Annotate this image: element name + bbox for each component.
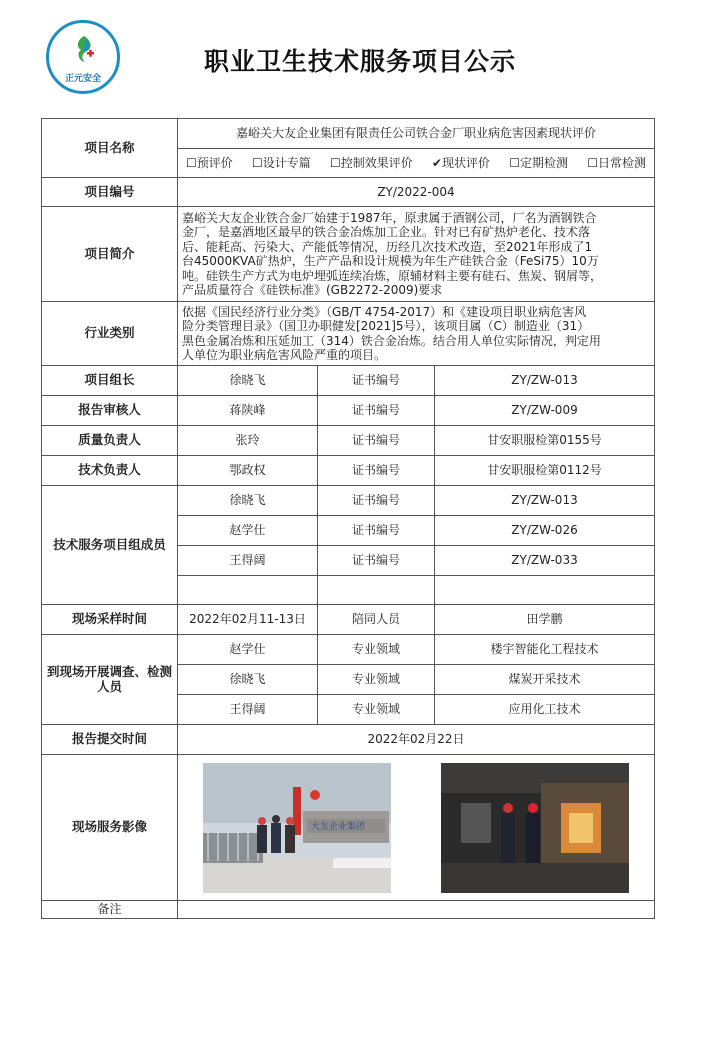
staff-role: 报告审核人 bbox=[42, 396, 178, 426]
staff-cert: ZY/ZW-013 bbox=[435, 366, 655, 396]
entrance-sign-text: 大友企业集团 bbox=[311, 821, 366, 832]
sampling-row bbox=[42, 605, 655, 635]
intro-label: 项目简介 bbox=[42, 207, 178, 302]
onsite-field: 煤炭开采技术 bbox=[435, 665, 655, 695]
staff-role: 质量负责人 bbox=[42, 426, 178, 456]
images-label: 现场服务影像 bbox=[42, 755, 178, 901]
accompany-person: 田学鹏 bbox=[435, 605, 655, 635]
option-periodic-test: ☐定期检测 bbox=[509, 155, 568, 170]
evaluation-type-options bbox=[182, 156, 650, 171]
field-label: 专业领域 bbox=[318, 665, 435, 695]
option-pre-evaluation: ☐预评价 bbox=[186, 155, 233, 170]
cert-label: 证书编号 bbox=[318, 546, 435, 576]
industry-line: 依据《国民经济行业分类》（GB/T 4754-2017）和《建设项目职业病危害风 bbox=[182, 304, 587, 319]
staff-row bbox=[42, 456, 655, 486]
cert-label: 证书编号 bbox=[318, 486, 435, 516]
project-name-value: 嘉峪关大友企业集团有限责任公司铁合金厂职业病危害因素现状评价 bbox=[178, 119, 655, 149]
project-no-value: ZY/2022-004 bbox=[178, 178, 655, 207]
onsite-label: 到现场开展调查、检测人员 bbox=[42, 635, 178, 725]
project-no-label: 项目编号 bbox=[42, 178, 178, 207]
remarks-row bbox=[42, 901, 655, 919]
site-photo-furnace bbox=[441, 763, 629, 893]
industry-line: 险分类管理目录》（国卫办职健发[2021]5号），该项目属（C）制造业（31） bbox=[182, 319, 590, 333]
team-member-name: 赵学仕 bbox=[178, 516, 318, 546]
staff-row bbox=[42, 366, 655, 396]
site-photo-entrance bbox=[203, 763, 391, 893]
industry-line: 黑色金属冶炼和压延加工（314）铁合金冶炼。结合用人单位实际情况，判定用 bbox=[182, 333, 601, 348]
sampling-date: 2022年02月11-13日 bbox=[178, 605, 318, 635]
staff-cert: 甘安职服检第0155号 bbox=[435, 426, 655, 456]
page-title: 职业卫生技术服务项目公示 bbox=[203, 47, 516, 76]
remarks-label: 备注 bbox=[42, 901, 178, 919]
intro-line: 台45000KVA矿热炉，生产产品和设计规模为年生产硅铁合金（FeSi75）10万 bbox=[182, 254, 599, 268]
staff-row bbox=[42, 396, 655, 426]
images-row bbox=[42, 755, 655, 901]
report-date: 2022年02月22日 bbox=[178, 725, 655, 755]
field-label: 专业领域 bbox=[318, 695, 435, 725]
onsite-row bbox=[42, 635, 655, 665]
project-no-row bbox=[42, 178, 655, 207]
staff-cert: ZY/ZW-009 bbox=[435, 396, 655, 426]
option-current-status: ✔现状评价 bbox=[431, 155, 491, 170]
project-name-row bbox=[42, 119, 655, 149]
intro-line: 嘉峪关大友企业铁合金厂始建于1987年，原隶属于酒钢公司，厂名为酒钢铁合 bbox=[182, 210, 597, 225]
onsite-name: 王得阔 bbox=[178, 695, 318, 725]
intro-line: 后、能耗高、污染大、产能低等情况，历经几次技术改造，至2021年形成了1 bbox=[182, 239, 593, 254]
project-table bbox=[41, 118, 655, 919]
option-control-effect: ☐控制效果评价 bbox=[329, 155, 413, 170]
intro-row bbox=[42, 207, 655, 302]
team-member-cert: ZY/ZW-013 bbox=[435, 486, 655, 516]
logo-text: 正元安全 bbox=[64, 74, 101, 84]
cert-label: 证书编号 bbox=[318, 516, 435, 546]
cert-label: 证书编号 bbox=[318, 426, 435, 456]
report-label: 报告提交时间 bbox=[42, 725, 178, 755]
team-member-cert: ZY/ZW-033 bbox=[435, 546, 655, 576]
onsite-name: 赵学仕 bbox=[178, 635, 318, 665]
team-label: 技术服务项目组成员 bbox=[42, 486, 178, 605]
team-row bbox=[42, 486, 655, 516]
intro-text bbox=[178, 207, 655, 302]
project-name-label: 项目名称 bbox=[42, 119, 178, 178]
staff-name: 徐晓飞 bbox=[178, 366, 318, 396]
staff-name: 张玲 bbox=[178, 426, 318, 456]
option-daily-test: ☐日常检测 bbox=[587, 155, 646, 170]
onsite-field: 应用化工技术 bbox=[435, 695, 655, 725]
industry-row bbox=[42, 302, 655, 366]
accompany-label: 陪同人员 bbox=[318, 605, 435, 635]
cert-label: 证书编号 bbox=[318, 396, 435, 426]
onsite-field: 楼宇智能化工程技术 bbox=[435, 635, 655, 665]
cert-label: 证书编号 bbox=[318, 366, 435, 396]
team-member-name: 王得阔 bbox=[178, 546, 318, 576]
sampling-label: 现场采样时间 bbox=[42, 605, 178, 635]
report-row bbox=[42, 725, 655, 755]
cert-label: 证书编号 bbox=[318, 456, 435, 486]
industry-label: 行业类别 bbox=[42, 302, 178, 366]
team-member-cert: ZY/ZW-026 bbox=[435, 516, 655, 546]
staff-row bbox=[42, 426, 655, 456]
staff-role: 技术负责人 bbox=[42, 456, 178, 486]
staff-name: 蒋陕峰 bbox=[178, 396, 318, 426]
intro-line: 吨。硅铁生产方式为电炉埋弧连续冶炼，原辅材料主要有硅石、焦炭、钢屑等， bbox=[182, 268, 603, 283]
staff-name: 鄂政权 bbox=[178, 456, 318, 486]
remarks-value bbox=[178, 901, 655, 919]
industry-line: 人单位为职业病危害风险严重的项目。 bbox=[182, 348, 387, 362]
intro-line: 金厂，是嘉酒地区最早的铁合金冶炼加工企业。针对已有矿热炉老化、技术落 bbox=[182, 225, 591, 239]
option-design-chapter: ☐设计专篇 bbox=[251, 155, 311, 170]
field-label: 专业领域 bbox=[318, 635, 435, 665]
onsite-name: 徐晓飞 bbox=[178, 665, 318, 695]
industry-text bbox=[178, 302, 655, 366]
staff-role: 项目组长 bbox=[42, 366, 178, 396]
intro-line: 产品质量符合《硅铁标准》(GB2272-2009)要求 bbox=[182, 283, 443, 297]
team-member-name: 徐晓飞 bbox=[178, 486, 318, 516]
photo-gallery bbox=[178, 763, 654, 893]
staff-cert: 甘安职服检第0112号 bbox=[435, 456, 655, 486]
